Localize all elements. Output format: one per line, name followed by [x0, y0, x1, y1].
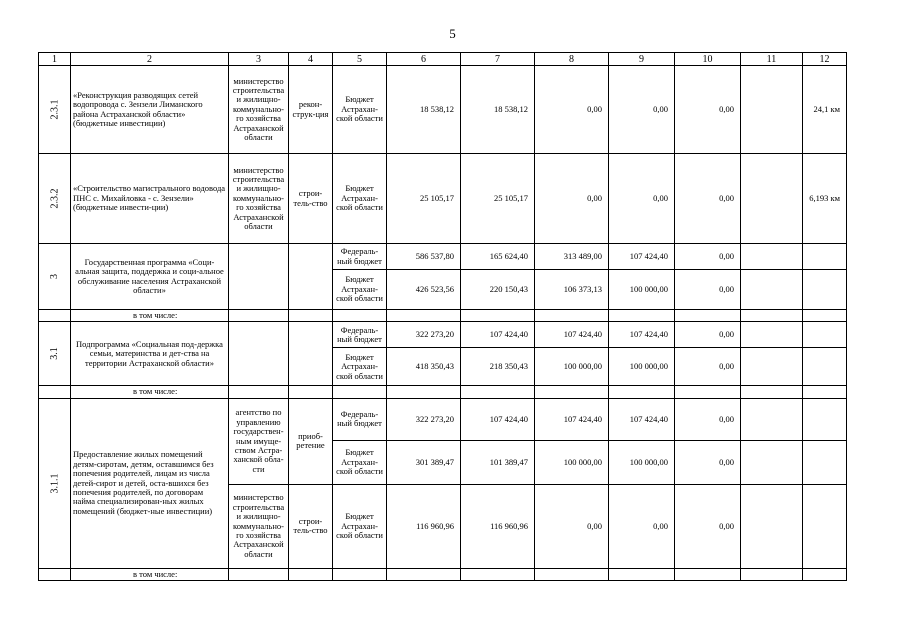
cell-value: [741, 484, 803, 568]
cell-value: 6,193 км: [803, 154, 847, 244]
row-name: Государственная программа «Соци-альная защита, поддержка и соци-альное обслуживание населения Астраханской области»: [71, 244, 229, 310]
row-source: Федераль-ный бюджет: [333, 322, 387, 348]
row-type: рекон-струк-ция: [289, 66, 333, 154]
row-type: приоб-ретение: [289, 398, 333, 484]
table-row: [39, 386, 847, 398]
row-source: Бюджет Астрахан-ской области: [333, 440, 387, 484]
col-header: 8: [535, 53, 609, 66]
col-header: 6: [387, 53, 461, 66]
cell-value: [803, 270, 847, 310]
cell-value: 100 000,00: [535, 440, 609, 484]
cell-value: 0,00: [675, 244, 741, 270]
cell-value: 107 424,40: [535, 398, 609, 440]
cell-value: 0,00: [675, 270, 741, 310]
cell-value: 301 389,47: [387, 440, 461, 484]
cell-value: [741, 348, 803, 386]
cell-value: 107 424,40: [609, 398, 675, 440]
row-source: Федераль-ный бюджет: [333, 244, 387, 270]
cell-value: 220 150,43: [461, 270, 535, 310]
cell-value: 107 424,40: [535, 322, 609, 348]
subtotal-label: в том числе:: [71, 386, 229, 398]
cell-value: [803, 244, 847, 270]
col-header: 9: [609, 53, 675, 66]
row-source: Бюджет Астрахан-ской области: [333, 270, 387, 310]
cell-value: [741, 154, 803, 244]
table-row: [39, 66, 847, 154]
table-row: [39, 310, 847, 322]
budget-table: [38, 52, 847, 581]
col-header: 3: [229, 53, 289, 66]
table-row: [39, 154, 847, 244]
cell-value: 0,00: [609, 484, 675, 568]
cell-value: [741, 66, 803, 154]
row-org: [229, 322, 289, 386]
row-name: «Реконструкция разводящих сетей водопровода с. Зензели Лиманского района Астраханской области» (бюджетные инвестиции): [71, 66, 229, 154]
col-header: 4: [289, 53, 333, 66]
row-source: Федераль-ный бюджет: [333, 398, 387, 440]
cell-value: 0,00: [675, 322, 741, 348]
row-name: Подпрограмма «Социальная под-держка семьи, материнства и дет-ства на территории Астраханской области»: [71, 322, 229, 386]
col-header: 1: [39, 53, 71, 66]
row-type: [289, 322, 333, 386]
cell-value: 100 000,00: [609, 348, 675, 386]
cell-value: 107 424,40: [609, 244, 675, 270]
cell-value: 322 273,20: [387, 322, 461, 348]
subtotal-label: в том числе:: [71, 568, 229, 580]
col-header: 5: [333, 53, 387, 66]
cell-value: 100 000,00: [609, 440, 675, 484]
cell-value: 107 424,40: [461, 322, 535, 348]
cell-value: 106 373,13: [535, 270, 609, 310]
row-org: министерство строительства и жилищно-коммунально-го хозяйства Астраханской области: [229, 66, 289, 154]
cell-value: 0,00: [675, 398, 741, 440]
cell-value: 0,00: [675, 440, 741, 484]
cell-value: [741, 398, 803, 440]
row-type: строи-тель-ство: [289, 154, 333, 244]
row-org: агентство по управлению государствен-ным имуще-ством Астра-ханской обла-сти: [229, 398, 289, 484]
cell-value: [741, 270, 803, 310]
cell-value: 18 538,12: [387, 66, 461, 154]
col-header: 10: [675, 53, 741, 66]
cell-value: 116 960,96: [461, 484, 535, 568]
page-number: 5: [449, 26, 456, 41]
row-code: 2.3.1: [39, 66, 71, 154]
row-code: 3.1.1: [39, 398, 71, 568]
cell-value: [741, 244, 803, 270]
col-header: 12: [803, 53, 847, 66]
cell-value: 24,1 км: [803, 66, 847, 154]
header-row: [39, 53, 847, 66]
cell-value: 101 389,47: [461, 440, 535, 484]
cell-value: [803, 348, 847, 386]
subtotal-label: в том числе:: [71, 310, 229, 322]
cell-value: 313 489,00: [535, 244, 609, 270]
cell-value: 218 350,43: [461, 348, 535, 386]
cell-value: 0,00: [609, 66, 675, 154]
cell-value: 418 350,43: [387, 348, 461, 386]
cell-value: [803, 398, 847, 440]
table-row: [39, 398, 847, 440]
table-row: [39, 568, 847, 580]
cell-value: 116 960,96: [387, 484, 461, 568]
cell-value: 322 273,20: [387, 398, 461, 440]
cell-value: [803, 440, 847, 484]
cell-value: 165 624,40: [461, 244, 535, 270]
cell-value: 18 538,12: [461, 66, 535, 154]
row-source: Бюджет Астрахан-ской области: [333, 154, 387, 244]
cell-value: 0,00: [675, 154, 741, 244]
row-org: министерство строительства и жилищно-коммунально-го хозяйства Астраханской области: [229, 484, 289, 568]
cell-value: [741, 440, 803, 484]
cell-value: 0,00: [535, 484, 609, 568]
cell-value: 0,00: [675, 484, 741, 568]
row-source: Бюджет Астрахан-ской области: [333, 66, 387, 154]
row-source: Бюджет Астрахан-ской области: [333, 348, 387, 386]
col-header: 11: [741, 53, 803, 66]
cell-value: 0,00: [609, 154, 675, 244]
row-org: министерство строительства и жилищно-коммунально-го хозяйства Астраханской области: [229, 154, 289, 244]
row-type: [289, 244, 333, 310]
cell-value: 100 000,00: [609, 270, 675, 310]
cell-value: 0,00: [675, 66, 741, 154]
cell-value: [741, 322, 803, 348]
row-source: Бюджет Астрахан-ской области: [333, 484, 387, 568]
row-code: 3.1: [39, 322, 71, 386]
row-name: «Строительство магистрального водовода ПНС с. Михайловка - с. Зензели» (бюджетные инвести-ции): [71, 154, 229, 244]
cell-value: 100 000,00: [535, 348, 609, 386]
col-header: 7: [461, 53, 535, 66]
row-org: [229, 244, 289, 310]
table-row: [39, 322, 847, 348]
cell-value: 107 424,40: [609, 322, 675, 348]
cell-value: 0,00: [535, 66, 609, 154]
cell-value: 25 105,17: [461, 154, 535, 244]
cell-value: 426 523,56: [387, 270, 461, 310]
row-name: Предоставление жилых помещений детям-сиротам, детям, оставшимся без попечения родителей, лицам из числа детей-сирот и детей, оста-вшихся без попечения родителей, по договорам найма специализирован-ных жилых помещений (бюджет-ные инвестиции): [71, 398, 229, 568]
cell-value: [803, 322, 847, 348]
cell-value: 0,00: [535, 154, 609, 244]
cell-value: 25 105,17: [387, 154, 461, 244]
row-code: 3: [39, 244, 71, 310]
table-row: [39, 244, 847, 270]
cell-value: 107 424,40: [461, 398, 535, 440]
col-header: 2: [71, 53, 229, 66]
row-code: 2.3.2: [39, 154, 71, 244]
cell-value: [803, 484, 847, 568]
cell-value: 586 537,80: [387, 244, 461, 270]
row-type: строи-тель-ство: [289, 484, 333, 568]
cell-value: 0,00: [675, 348, 741, 386]
